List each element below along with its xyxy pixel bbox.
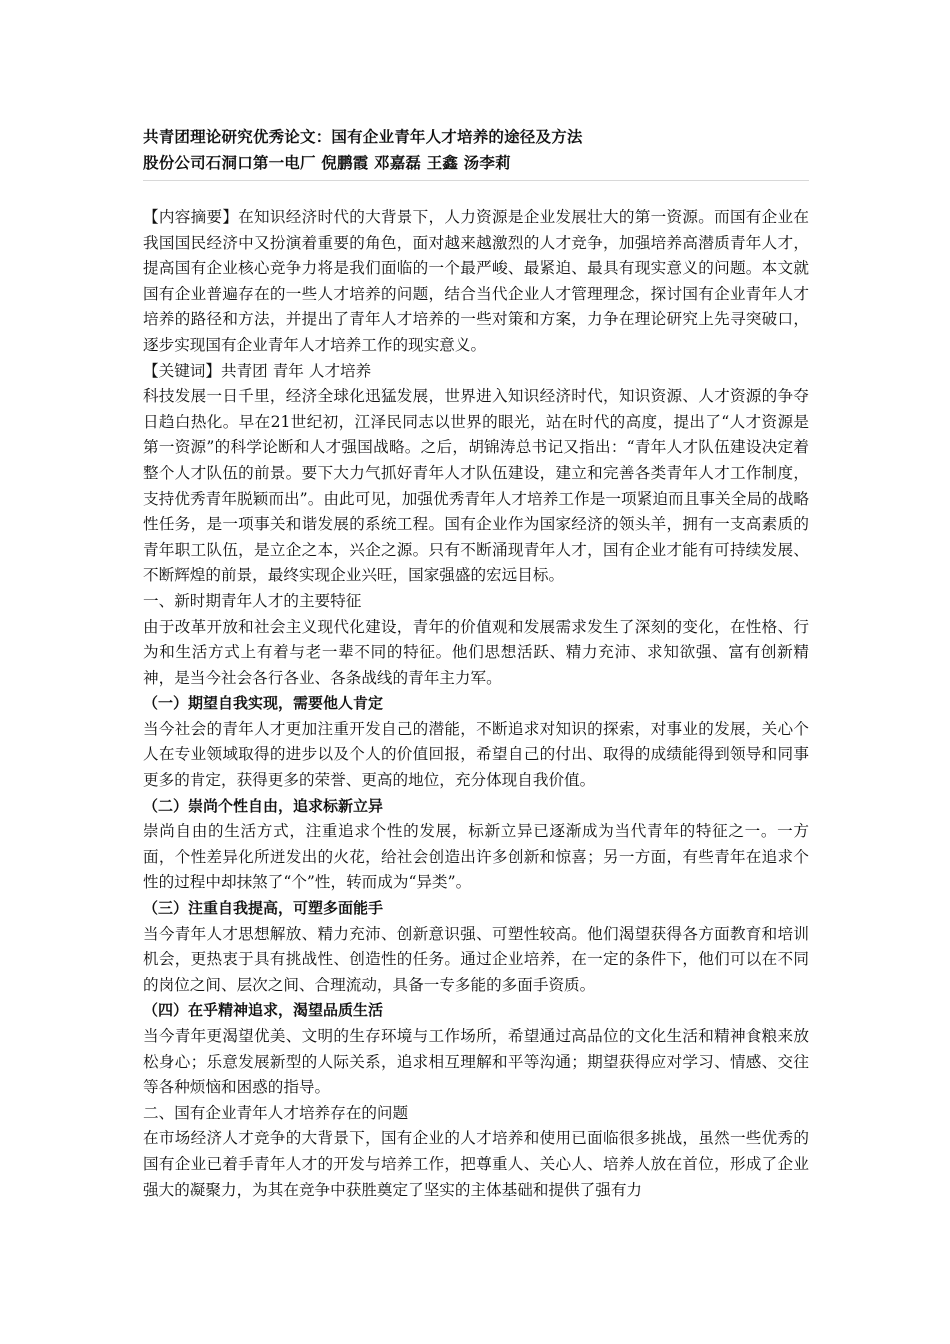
body-paragraph: 科技发展一日千里，经济全球化迅猛发展，世界进入知识经济时代，知识资源、人才资源的争夺日趋白热化。早在21世纪初，江泽民同志以世界的眼光，站在时代的高度，提出了“人才资源是第一资源”的科学论断和人才强国战略。之后，胡锦涛总书记又指出：“青年人才队伍建设决定着整个人才队伍的前景。要下大力气抓好青年人才队伍建设，建立和完善各类青年人才工作制度，支持优秀青年脱颖而出”。由此可见，加强优秀青年人才培养工作是一项紧迫而且事关全局的战略性任务，是一项事关和谐发展的系统工程。国有企业作为国家经济的领头羊，拥有一支高素质的青年职工队伍，是立企之本，兴企之源。只有不断涌现青年人才，国有企业才能有可持续发展、不断辉煌的前景，最终实现企业兴旺，国家强盛的宏远目标。 bbox=[143, 387, 809, 585]
body-paragraph: 当今青年更渴望优美、文明的生存环境与工作场所，希望通过高品位的文化生活和精神食粮来放松身心；乐意发展新型的人际关系，追求相互理解和平等沟通；期望获得应对学习、情感、交往等各种烦恼和困惑的指导。 bbox=[143, 1027, 809, 1097]
body-paragraph: 由于改革开放和社会主义现代化建设，青年的价值观和发展需求发生了深刻的变化，在性格、行为和生活方式上有着与老一辈不同的特征。他们思想活跃、精力充沛、求知欲强、富有创新精神，是当今社会各行各业、各条战线的青年主力军。 bbox=[143, 617, 809, 687]
section-heading: 二、国有企业青年人才培养存在的问题 bbox=[143, 1103, 409, 1122]
subsection-heading: （二）崇尚个性自由，追求标新立异 bbox=[143, 796, 384, 815]
document-header bbox=[143, 124, 809, 176]
document-title: 共青团理论研究优秀论文：国有企业青年人才培养的途径及方法 bbox=[143, 128, 583, 146]
body-paragraph: 崇尚自由的生活方式，注重追求个性的发展，标新立异已逐渐成为当代青年的特征之一。一方面，个性差异化所迸发出的火花，给社会创造出许多创新和惊喜；另一方面，有些青年在追求个性的过程中却抹煞了“个”性，转而成为“异类”。 bbox=[143, 822, 809, 892]
subsection-heading: （一）期望自我实现，需要他人肯定 bbox=[143, 694, 384, 713]
body-paragraph: 在市场经济人才竞争的大背景下，国有企业的人才培养和使用已面临很多挑战，虽然一些优秀的国有企业已着手青年人才的开发与培养工作，把尊重人、关心人、培养人放在首位，形成了企业强大的凝聚力，为其在竞争中获胜奠定了坚实的主体基础和提供了强有力 bbox=[143, 1129, 809, 1199]
document-page bbox=[143, 124, 809, 1203]
subsection-heading: （四）在乎精神追求，渴望品质生活 bbox=[143, 1001, 384, 1020]
document-body bbox=[143, 205, 809, 1203]
subsection-heading: （三）注重自我提高，可塑多面能手 bbox=[143, 899, 384, 918]
abstract-paragraph: 【内容摘要】在知识经济时代的大背景下，人力资源是企业发展壮大的第一资源。而国有企业在我国国民经济中又扮演着重要的角色，面对越来越激烈的人才竞争，加强培养高潜质青年人才，提高国有企业核心竞争力将是我们面临的一个最严峻、最紧迫、最具有现实意义的问题。本文就国有企业普遍存在的一些人才培养的问题，结合当代企业人才管理理念，探讨国有企业青年人才培养的路径和方法，并提出了青年人才培养的一些对策和方案，力争在理论研究上先寻突破口，逐步实现国有企业青年人才培养工作的现实意义。 bbox=[143, 208, 809, 354]
body-paragraph: 当今社会的青年人才更加注重开发自己的潜能，不断追求对知识的探索，对事业的发展，关心个人在专业领域取得的进步以及个人的价值回报，希望自己的付出、取得的成绩能得到领导和同事更多的肯定，获得更多的荣誉、更高的地位，充分体现自我价值。 bbox=[143, 719, 809, 790]
document-authors: 股份公司石洞口第一电厂 倪鹏霞 邓嘉磊 王鑫 汤李莉 bbox=[143, 154, 511, 172]
section-heading: 一、新时期青年人才的主要特征 bbox=[143, 591, 362, 610]
keywords-line: 【关键词】共青团 青年 人才培养 bbox=[143, 361, 372, 380]
header-divider bbox=[143, 180, 809, 181]
body-paragraph: 当今青年人才思想解放、精力充沛、创新意识强、可塑性较高。他们渴望获得各方面教育和培训机会，更热衷于具有挑战性、创造性的任务。通过企业培养，在一定的条件下，他们可以在不同的岗位之间、层次之间、合理流动，具备一专多能的多面手资质。 bbox=[143, 924, 809, 994]
